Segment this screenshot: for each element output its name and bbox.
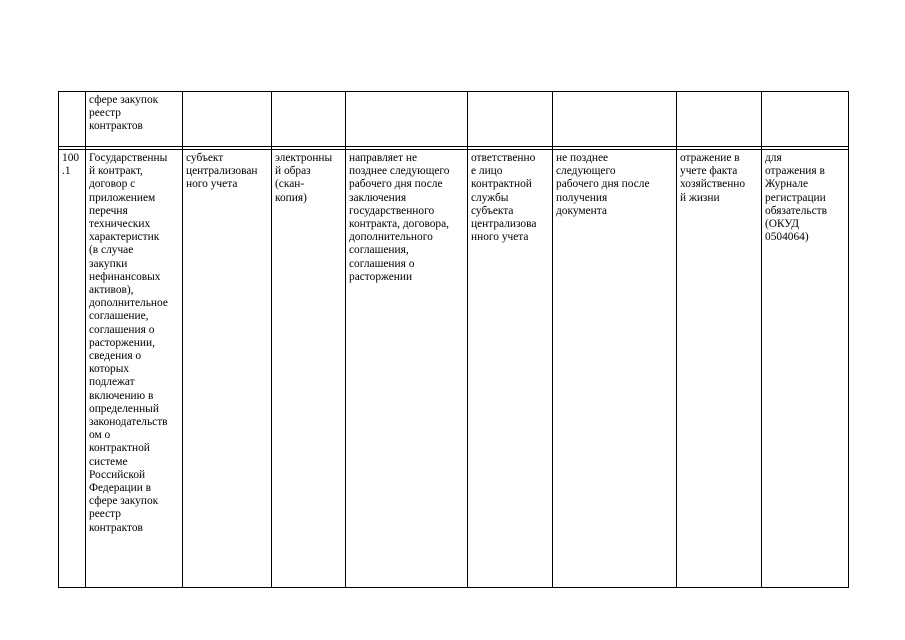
- cell-text: Государственны й контракт, договор с приложением перечня технических характеристик (в случае закупки нефинансовых активов), дополнительное соглашение, соглашения о расторжении, сведения о которых подлежат включению в определенный законодательств ом о контрактной системе Российской Федерации в сфере закупок реестр контрактов: [89, 152, 168, 534]
- processing-deadline-cell: [553, 150, 677, 588]
- register-cell: [762, 150, 849, 588]
- cell-text: для отражения в Журнале регистрации обязательств (ОКУД 0504064): [765, 152, 828, 244]
- cell-text: сфере закупок реестр контрактов: [89, 94, 159, 133]
- originator-cell: [183, 92, 272, 147]
- cell-text: не позднее следующего рабочего дня после получения документа: [556, 152, 650, 217]
- responsible-person-cell: [468, 150, 553, 588]
- document-table: [58, 91, 849, 588]
- purpose-cell: [677, 150, 762, 588]
- cell-text: 100 .1: [62, 152, 80, 178]
- submission-deadline-cell: [346, 92, 468, 147]
- register-cell: [762, 92, 849, 147]
- processing-deadline-cell: [553, 92, 677, 147]
- cell-text: отражение в учете факта хозяйственно й жизни: [680, 152, 746, 204]
- cell-text: ответственно е лицо контрактной службы субъекта централизова нного учета: [471, 152, 537, 244]
- cell-text: направляет не позднее следующего рабочего дня после заключения государственного контракта, договора, дополнительного соглашения, соглашения о расторжении: [349, 152, 450, 283]
- originator-cell: [183, 150, 272, 588]
- document-name-cell: [86, 92, 183, 147]
- submission-deadline-cell: [346, 150, 468, 588]
- table-row: [59, 92, 849, 147]
- cell-text: электронны й образ (скан- копия): [275, 152, 333, 204]
- cell-text: субъект централизован ного учета: [186, 152, 258, 191]
- format-cell: [272, 92, 346, 147]
- purpose-cell: [677, 92, 762, 147]
- responsible-person-cell: [468, 92, 553, 147]
- document-name-cell: [86, 150, 183, 588]
- row-number-cell: [59, 150, 86, 588]
- format-cell: [272, 150, 346, 588]
- row-number-cell: [59, 92, 86, 147]
- table-row: [59, 150, 849, 588]
